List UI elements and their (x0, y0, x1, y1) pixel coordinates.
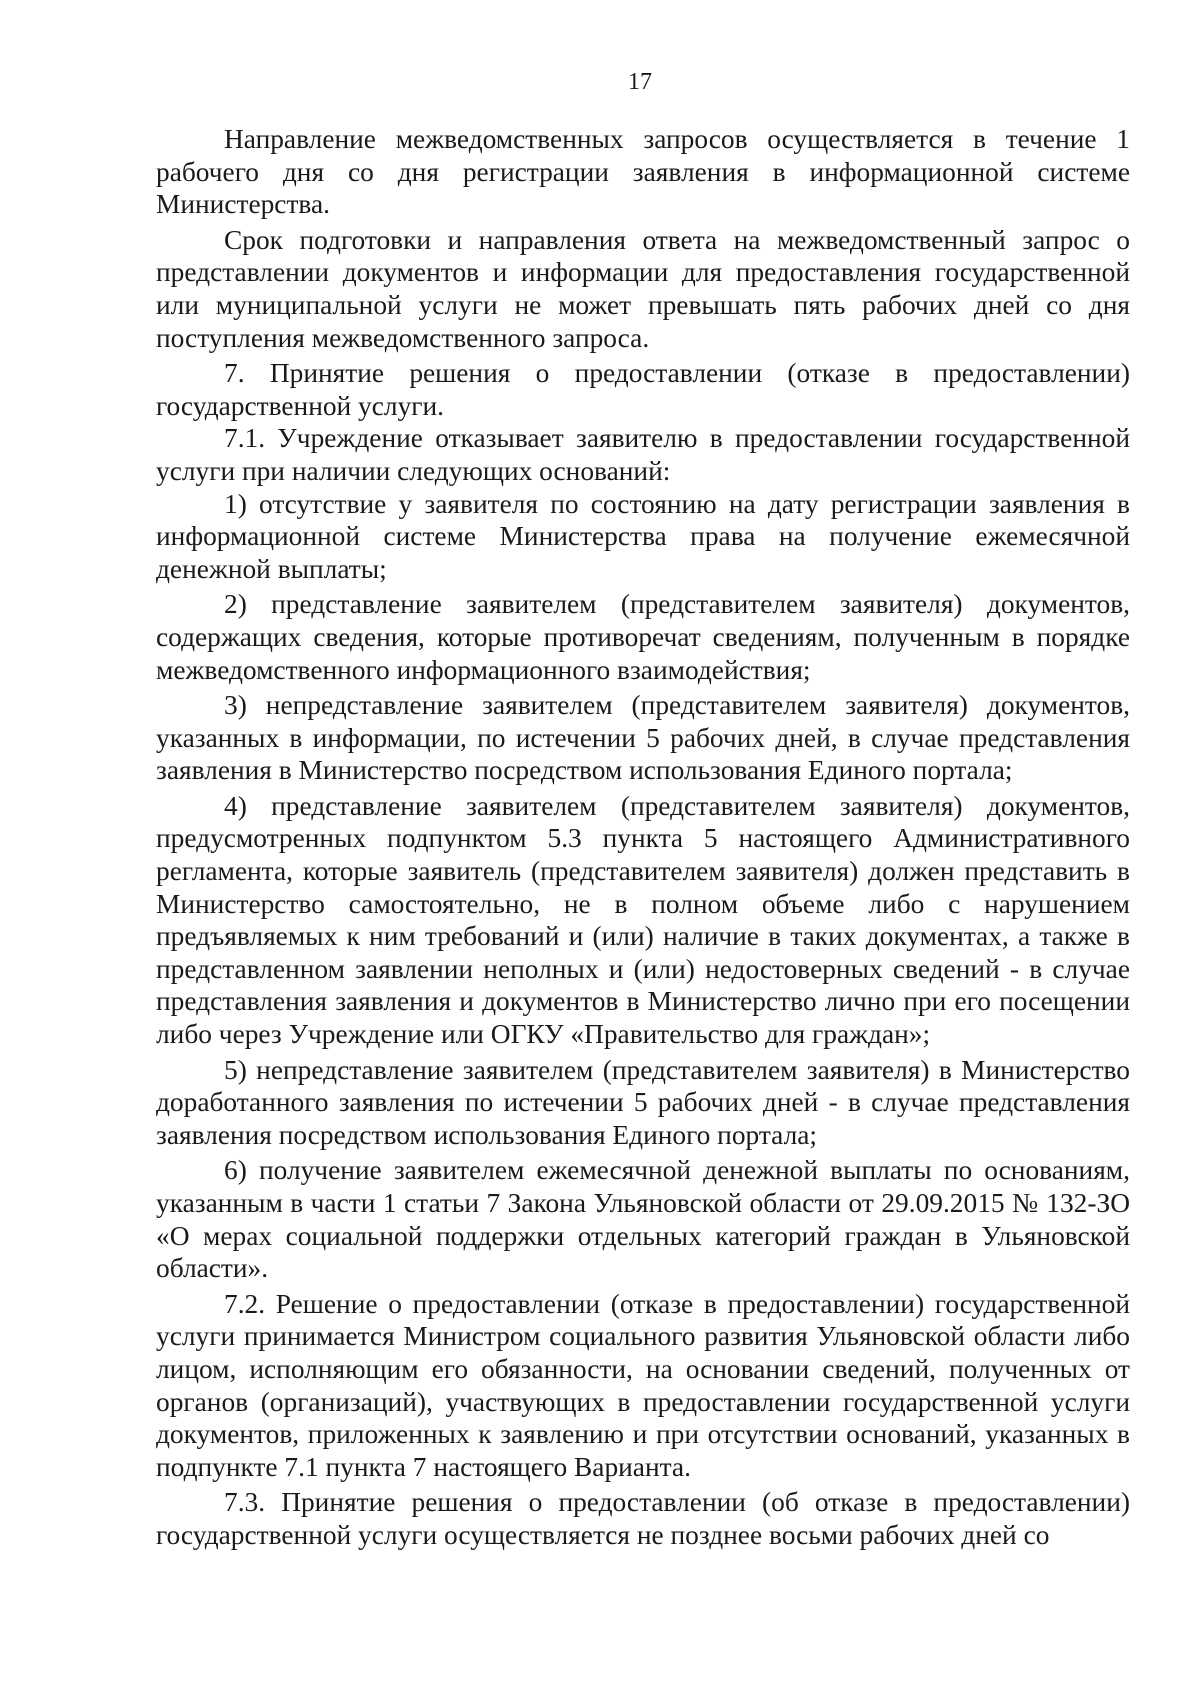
document-body (156, 123, 1130, 1555)
list-item-3: 3) непредставление заявителем (представителем заявителя) документов, указанных в информации, по истечении 5 рабочих дней, в случае представления заявления в Министерство посредством использования Единого портала; (156, 690, 1130, 786)
paragraph-section-7-1: 7.1. Учреждение отказывает заявителю в предоставлении государственной услуги при наличии следующих оснований: (156, 423, 1130, 486)
list-item-2: 2) представление заявителем (представителем заявителя) документов, содержащих сведения, которые противоречат сведениям, полученным в порядке межведомственного информационного взаимодействия; (156, 589, 1130, 685)
list-item-5: 5) непредставление заявителем (представителем заявителя) в Министерство доработанного заявления по истечении 5 рабочих дней - в случае представления заявления посредством использования Единого портала; (156, 1054, 1130, 1150)
paragraph-response-deadline: Срок подготовки и направления ответа на межведомственный запрос о представлении документов и информации для предоставления государственной или муниципальной услуги не может превышать пять рабочих дней со дня поступления межведомственного запроса. (156, 224, 1130, 353)
paragraph-section-7-3: 7.3. Принятие решения о предоставлении (об отказе в предоставлении) государственной услуги осуществляется не позднее восьми рабочих дней со (156, 1487, 1130, 1550)
page-number: 17 (628, 69, 652, 95)
paragraph-section-7-2: 7.2. Решение о предоставлении (отказе в предоставлении) государственной услуги принимается Министром социального развития Ульяновской области либо лицом, исполняющим его обязанности, на основании сведений, полученных от органов (организаций), участвующих в предоставлении государственной услуги документов, приложенных к заявлению и при отсутствии оснований, указанных в подпункте 7.1 пункта 7 настоящего Варианта. (156, 1288, 1130, 1482)
paragraph-section-7: 7. Принятие решения о предоставлении (отказе в предоставлении) государственной услуги. (156, 358, 1130, 421)
list-item-6: 6) получение заявителем ежемесячной денежной выплаты по основаниям, указанным в части 1 статьи 7 Закона Ульяновской области от 29.09.2015 № 132-ЗО «О мерах социальной поддержки отдельных категорий граждан в Ульяновской области». (156, 1155, 1130, 1284)
list-item-4: 4) представление заявителем (представителем заявителя) документов, предусмотренных подпунктом 5.3 пункта 5 настоящего Административного регламента, которые заявитель (представителем заявителя) должен представить в Министерство самостоятельно, не в полном объеме либо с нарушением предъявляемых к ним требований и (или) наличие в таких документах, а также в представленном заявлении неполных и (или) недостоверных сведений - в случае представления заявления и документов в Министерство лично при его посещении либо через Учреждение или ОГКУ «Правительство для граждан»; (156, 790, 1130, 1050)
paragraph-interagency-requests: Направление межведомственных запросов осуществляется в течение 1 рабочего дня со дня регистрации заявления в информационной системе Министерства. (156, 124, 1130, 220)
list-item-1: 1) отсутствие у заявителя по состоянию на дату регистрации заявления в информационной системе Министерства права на получение ежемесячной денежной выплаты; (156, 488, 1130, 584)
